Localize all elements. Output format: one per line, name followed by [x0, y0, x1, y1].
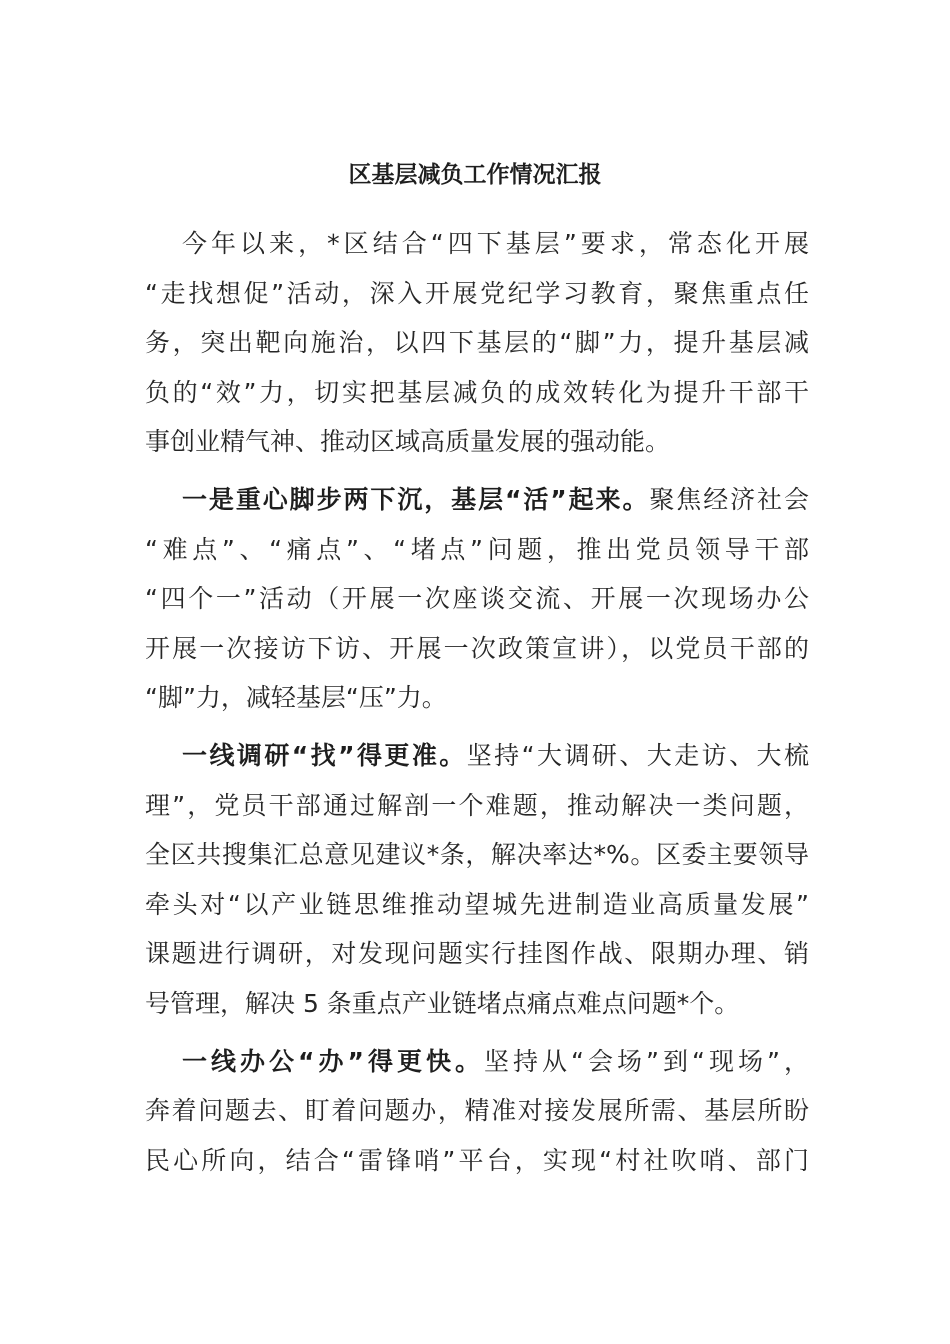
paragraph-line: “难点”、“痛点”、“堵点”问题，推出党员领导干部	[145, 534, 809, 564]
paragraph-section-3	[145, 1037, 809, 1186]
paragraph-line: 理”，党员干部通过解剖一个难题，推动解决一类问题，	[145, 790, 809, 820]
paragraph-line: 奔着问题去、盯着问题办，精准对接发展所需、基层所盼	[145, 1096, 809, 1126]
paragraph-line: 民心所向，结合“雷锋哨”平台，实现“村社吹哨、部门	[145, 1145, 809, 1175]
paragraph-text: 聚焦经济社会	[649, 484, 809, 514]
section-heading: 一线调研“找”得更准。	[182, 740, 467, 770]
paragraph-line: 牵头对“以产业链思维推动望城先进制造业高质量发展”	[145, 889, 809, 919]
paragraph-first-line	[145, 731, 809, 781]
paragraph-line: 全区共搜集汇总意见建议*条，解决率达*%。区委主要领导	[145, 840, 809, 870]
paragraph-intro	[145, 219, 809, 467]
paragraph-line: “四个一”活动（开展一次座谈交流、开展一次现场办公	[145, 584, 809, 614]
paragraph-line: 开展一次接访下访、开展一次政策宣讲），以党员干部的	[145, 633, 809, 663]
section-heading: 一线办公“办”得更快。	[182, 1046, 485, 1076]
paragraph-first-line	[145, 475, 809, 525]
paragraph-line: 务，突出靶向施治，以四下基层的“脚”力，提升基层减	[145, 328, 809, 358]
paragraph-line: 号管理，解决 5 条重点产业链堵点痛点难点问题*个。	[145, 988, 740, 1018]
paragraph-line: “走找想促”活动，深入开展党纪学习教育，聚焦重点任	[145, 278, 809, 308]
paragraph-section-2	[145, 731, 809, 1029]
paragraph-first-line	[145, 1037, 809, 1087]
paragraph-line: 负的“效”力，切实把基层减负的成效转化为提升干部干	[145, 377, 809, 407]
document-body	[145, 219, 809, 1193]
paragraph-line: 课题进行调研，对发现问题实行挂图作战、限期办理、销	[145, 939, 809, 969]
paragraph-line: 今年以来，*区结合“四下基层”要求，常态化开展	[182, 229, 809, 258]
paragraph-section-1	[145, 475, 809, 723]
paragraph-text: 坚持从“会场”到“现场”，	[484, 1046, 809, 1076]
section-heading: 一是重心脚步两下沉，基层“活”起来。	[182, 484, 650, 514]
document-title: 区基层减负工作情况汇报	[348, 162, 602, 188]
paragraph-line: 事创业精气神、推动区域高质量发展的强动能。	[145, 427, 671, 457]
paragraph-text: 坚持“大调研、大走访、大梳	[466, 740, 809, 770]
paragraph-line: “脚”力，减轻基层“压”力。	[145, 683, 447, 713]
